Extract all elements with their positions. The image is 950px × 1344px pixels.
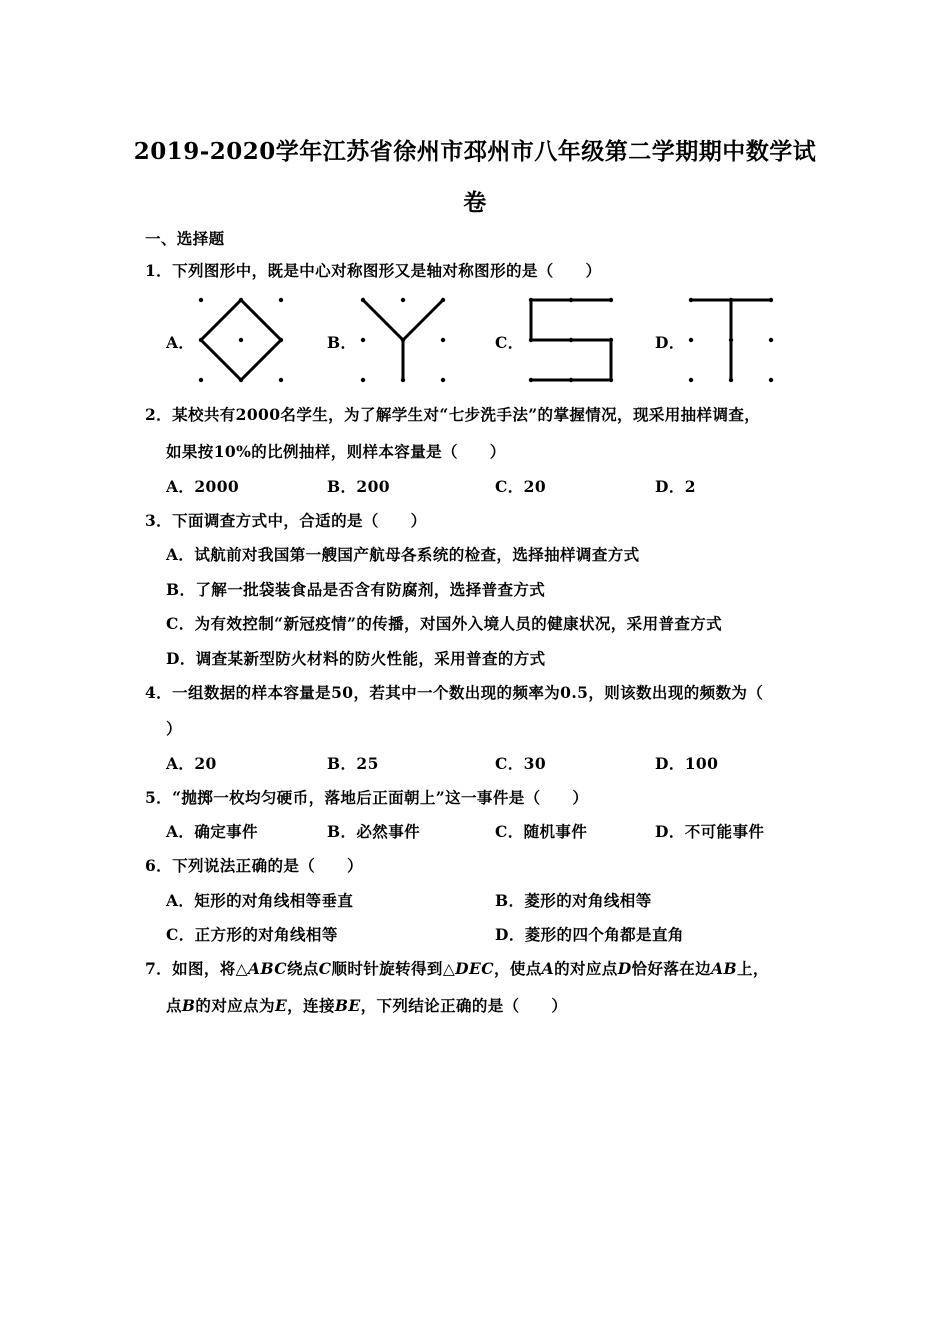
q3-option-c: C．为有效控制“新冠疫情”的传播，对国外入境人员的健康状况，采用普查方式 xyxy=(166,614,723,633)
q4-option-b: B．25 xyxy=(327,754,379,773)
q1-option-b-label: B． xyxy=(327,333,357,352)
q4-option-c: C．30 xyxy=(495,754,547,773)
q5-option-d: D．不可能事件 xyxy=(655,822,765,841)
q2-option-c: C．20 xyxy=(495,477,547,496)
q6-option-d: D．菱形的四个角都是直角 xyxy=(495,925,684,944)
q2-stem-line-1: 2．某校共有2000名学生，为了解学生对“七步洗手法”的掌握情况，现采用抽样调查， xyxy=(145,405,761,424)
q1-option-c-label: C． xyxy=(495,333,524,352)
q4-stem-line-2: ） xyxy=(166,719,182,738)
q1-figure-a xyxy=(193,293,289,385)
q5-option-c: C．随机事件 xyxy=(495,822,588,841)
q3-stem: 3．下面调查方式中，合适的是（ ） xyxy=(145,511,427,530)
q6-option-b: B．菱形的对角线相等 xyxy=(495,891,652,910)
q2-stem-line-2: 如果按10%的比例抽样，则样本容量是（ ） xyxy=(166,442,506,461)
title-line-1: 2019-2020学年江苏省徐州市邳州市八年级第二学期期中数学试 xyxy=(133,138,817,165)
q6-option-a: A．矩形的对角线相等垂直 xyxy=(166,891,354,910)
q6-stem: 6．下列说法正确的是（ ） xyxy=(145,856,363,875)
title-line-2: 卷 xyxy=(463,189,487,216)
section-heading: 一、选择题 xyxy=(145,229,225,248)
q4-option-d: D．100 xyxy=(655,754,719,773)
q7-stem-line-1: 7．如图，将△ABC绕点C顺时针旋转得到△DEC，使点A的对应点D恰好落在边AB上， xyxy=(145,959,769,978)
q4-stem-line-1: 4．一组数据的样本容量是50，若其中一个数出现的频率为0.5，则该数出现的频数为（ xyxy=(145,683,764,702)
q4-option-a: A．20 xyxy=(166,754,217,773)
q6-option-c: C．正方形的对角线相等 xyxy=(166,925,338,944)
q3-option-d: D．调查某新型防火材料的防火性能，采用普查的方式 xyxy=(166,649,546,668)
q5-option-b: B．必然事件 xyxy=(327,822,421,841)
q1-figure-c xyxy=(523,293,619,385)
q3-option-a: A．试航前对我国第一艘国产航母各系统的检查，选择抽样调查方式 xyxy=(166,545,640,564)
q1-figure-d xyxy=(683,293,779,385)
q2-option-d: D．2 xyxy=(655,477,696,496)
q7-stem-line-2: 点B的对应点为E，连接BE，下列结论正确的是（ ） xyxy=(166,996,568,1015)
q5-stem: 5．“抛掷一枚均匀硬币，落地后正面朝上”这一事件是（ ） xyxy=(145,788,589,807)
q3-option-b: B．了解一批袋装食品是否含有防腐剂，选择普查方式 xyxy=(166,580,546,599)
q2-option-a: A．2000 xyxy=(166,477,240,496)
q1-stem: 1．下列图形中，既是中心对称图形又是轴对称图形的是（ ） xyxy=(145,261,602,280)
q2-option-b: B．200 xyxy=(327,477,390,496)
q1-option-d-label: D． xyxy=(655,333,685,352)
q5-option-a: A．确定事件 xyxy=(166,822,258,841)
q1-option-a-label: A． xyxy=(166,333,195,352)
q1-figure-b xyxy=(355,293,451,385)
